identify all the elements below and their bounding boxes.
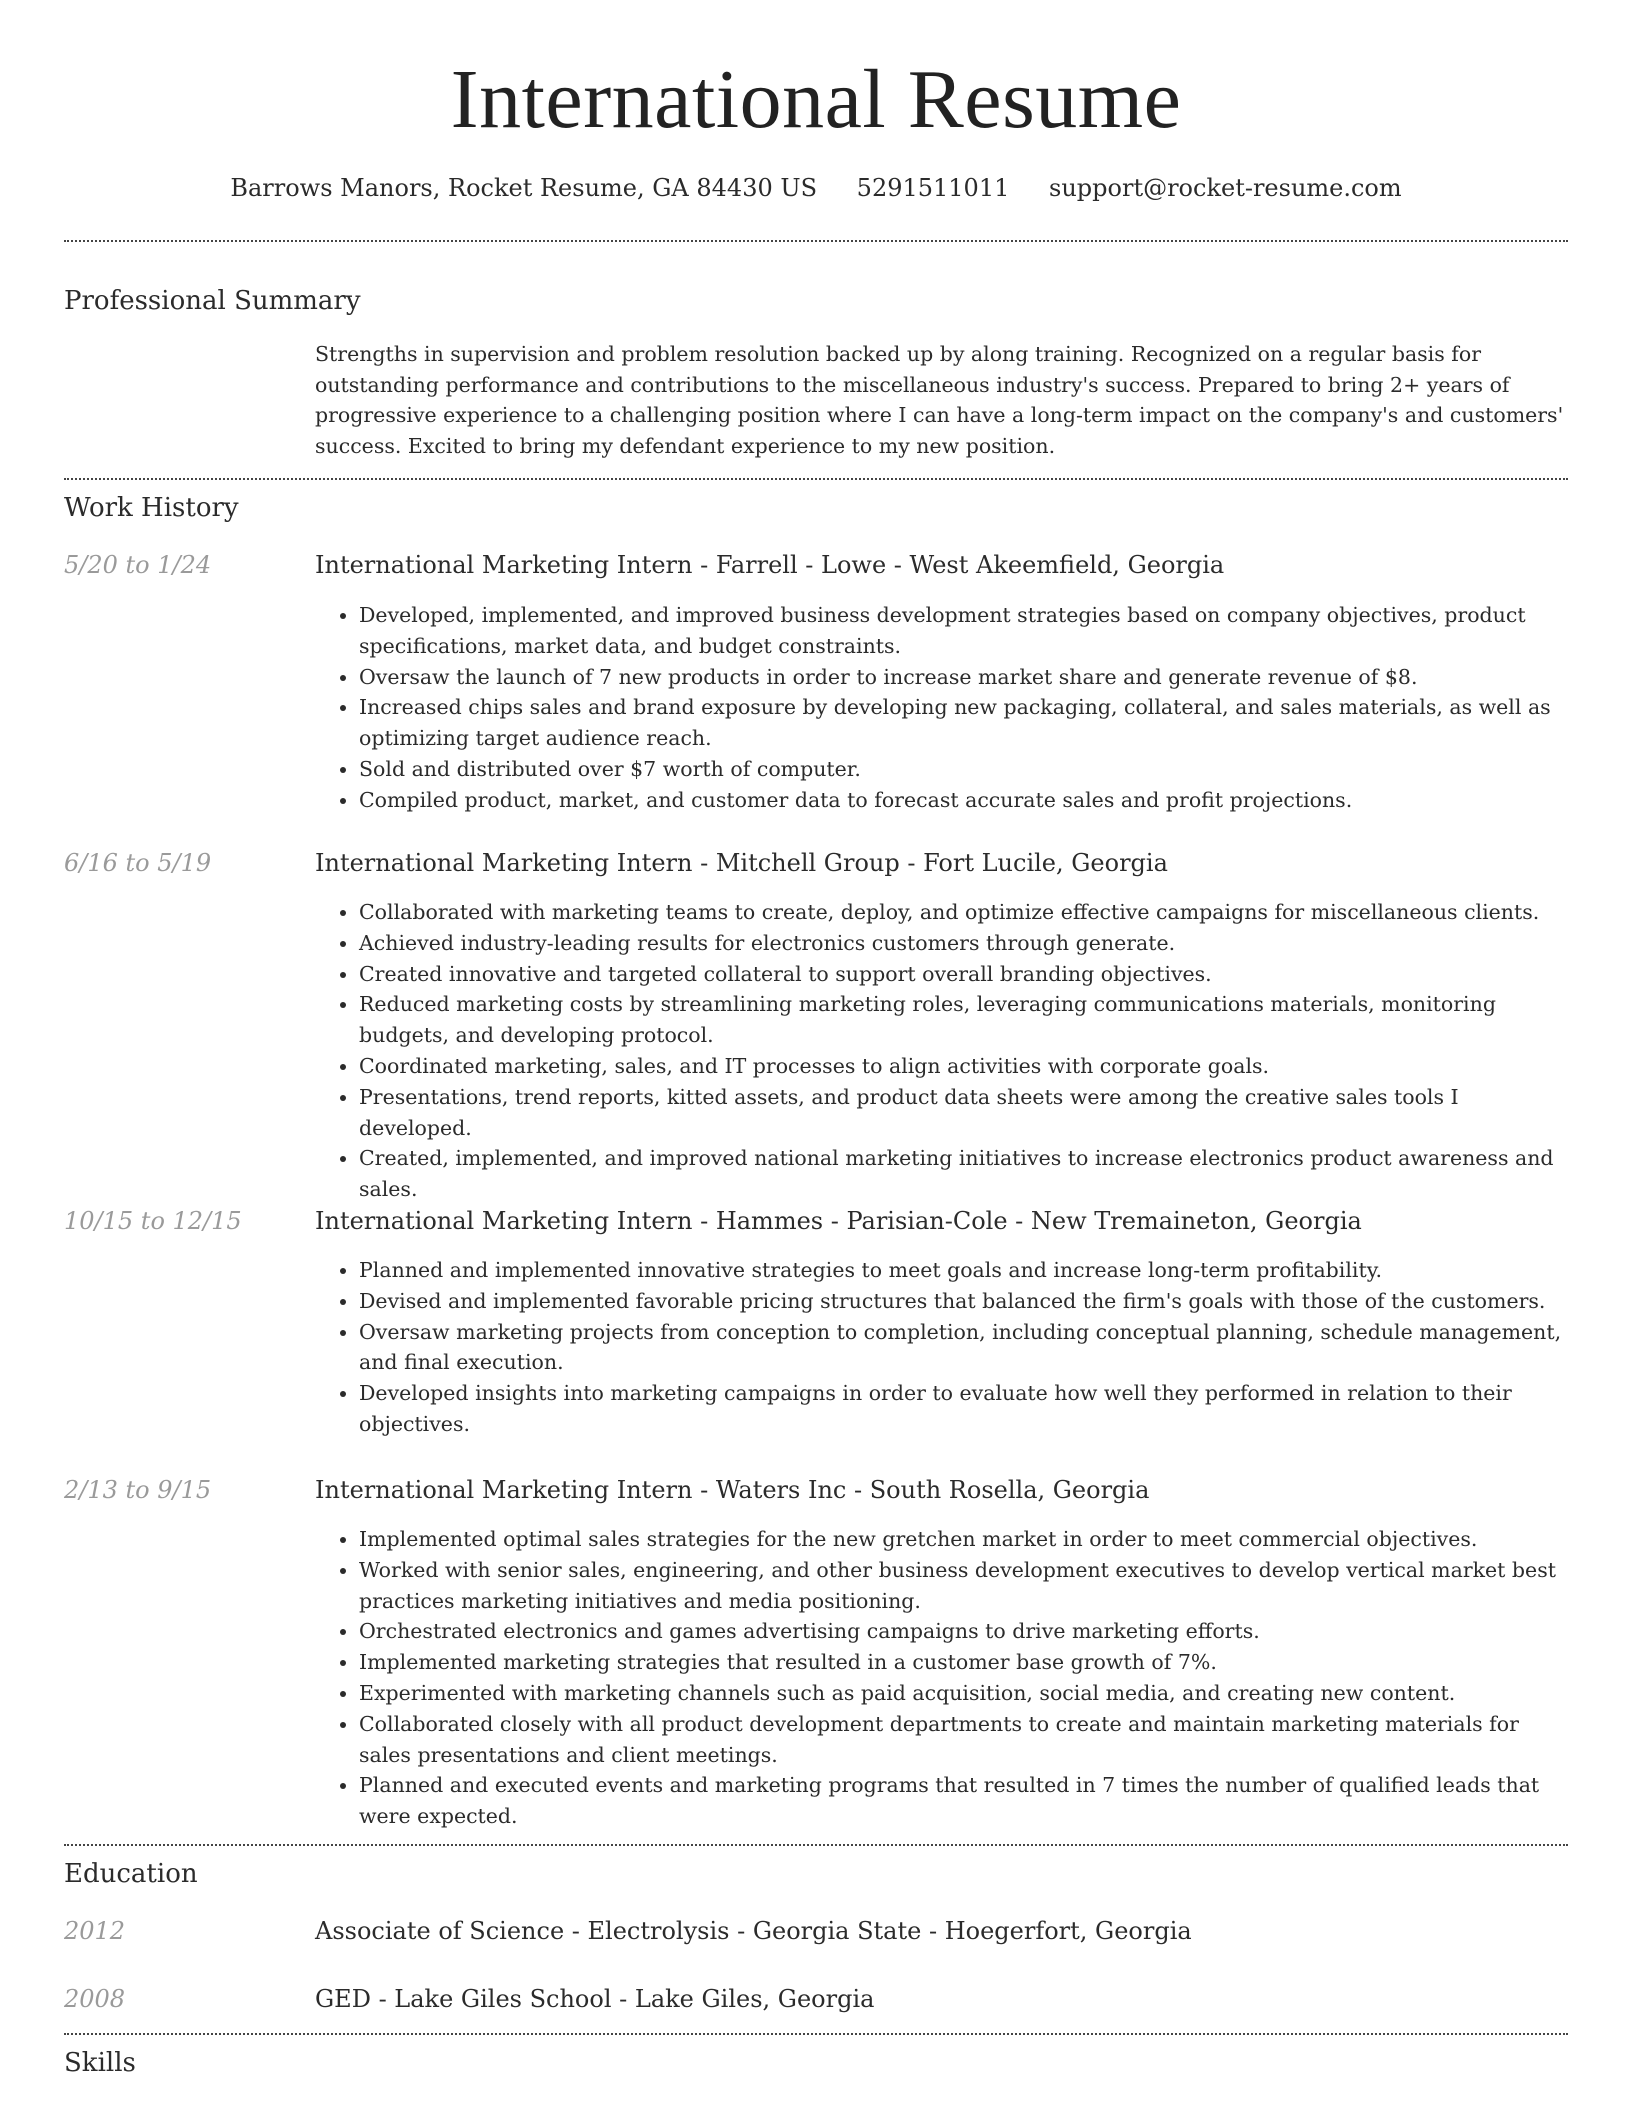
job-bullet-list (315, 600, 1568, 816)
job-dates: 5/20 to 1/24 (64, 551, 212, 579)
work-history-heading: Work History (64, 493, 239, 523)
section-divider (64, 478, 1568, 480)
education-year: 2012 (64, 1917, 126, 1945)
skills-heading: Skills (64, 2048, 136, 2078)
contact-address: Barrows Manors, Rocket Resume, GA 84430 US (230, 174, 818, 202)
job-bullet: • Developed, implemented, and improved business development strategies based on company objectives, product specifications, market data, and budget constraints. (359, 600, 1568, 662)
job-dates: 6/16 to 5/19 (64, 849, 212, 877)
job-bullet: • Collaborated with marketing teams to create, deploy, and optimize effective campaigns for miscellaneous clients. (359, 897, 1568, 928)
summary-text: Strengths in supervision and problem resolution backed up by along training. Recognized on a regular basis for outstanding performance and contributions to the miscellaneous industry's success. Prepared to bring 2+ years of progressive experience to a challenging position where I can have a long-term impact on the company's and customers' success. Excited to bring my defendant experience to my new position. (315, 342, 1564, 458)
job-title: International Marketing Intern - Hammes - Parisian-Cole - New Tremaineton, Georgia (315, 1207, 1362, 1235)
resume-title: International Resume (450, 53, 1182, 146)
job-bullet: • Created, implemented, and improved national marketing initiatives to increase electronics product awareness and sales. (359, 1143, 1568, 1205)
section-divider (64, 240, 1568, 242)
job-bullet: • Implemented marketing strategies that resulted in a customer base growth of 7%. (359, 1647, 1568, 1678)
job-bullet-list (315, 1524, 1568, 1832)
job-bullet: • Oversaw marketing projects from conception to completion, including conceptual planning, schedule management, and final execution. (359, 1317, 1568, 1379)
job-bullet: • Worked with senior sales, engineering, and other business development executives to develop vertical market best practices marketing initiatives and media positioning. (359, 1555, 1568, 1617)
section-divider (64, 1844, 1568, 1846)
job-title: International Marketing Intern - Mitchell Group - Fort Lucile, Georgia (315, 849, 1168, 877)
job-bullet: • Oversaw the launch of 7 new products in order to increase market share and generate revenue of $8. (359, 662, 1568, 693)
job-bullet: • Sold and distributed over $7 worth of computer. (359, 754, 1568, 785)
job-bullet: • Collaborated closely with all product development departments to create and maintain marketing materials for sales presentations and client meetings. (359, 1709, 1568, 1771)
education-heading: Education (64, 1859, 198, 1889)
job-bullet: • Achieved industry-leading results for electronics customers through generate. (359, 928, 1568, 959)
job-bullet: • Planned and executed events and marketing programs that resulted in 7 times the number of qualified leads that were expected. (359, 1770, 1568, 1832)
job-bullet: • Coordinated marketing, sales, and IT processes to align activities with corporate goals. (359, 1051, 1568, 1082)
job-dates: 10/15 to 12/15 (64, 1207, 242, 1235)
job-bullet-list (315, 1255, 1568, 1440)
summary-heading: Professional Summary (64, 286, 361, 316)
contact-phone: 5291511011 (856, 174, 1010, 202)
job-dates: 2/13 to 9/15 (64, 1476, 212, 1504)
education-year: 2008 (64, 1985, 126, 2013)
job-bullet: • Presentations, trend reports, kitted assets, and product data sheets were among the creative sales tools I developed. (359, 1082, 1568, 1144)
job-bullet: • Reduced marketing costs by streamlining marketing roles, leveraging communications materials, monitoring budgets, and developing protocol. (359, 989, 1568, 1051)
job-title: International Marketing Intern - Farrell - Lowe - West Akeemfield, Georgia (315, 551, 1225, 579)
job-bullet: • Compiled product, market, and customer data to forecast accurate sales and profit projections. (359, 785, 1568, 816)
job-bullet: • Devised and implemented favorable pricing structures that balanced the firm's goals with those of the customers. (359, 1286, 1568, 1317)
job-bullet: • Experimented with marketing channels such as paid acquisition, social media, and creating new content. (359, 1678, 1568, 1709)
job-bullet: • Planned and implemented innovative strategies to meet goals and increase long-term profitability. (359, 1255, 1568, 1286)
job-title: International Marketing Intern - Waters Inc - South Rosella, Georgia (315, 1476, 1150, 1504)
job-bullet: • Orchestrated electronics and games advertising campaigns to drive marketing efforts. (359, 1616, 1568, 1647)
contact-email: support@rocket-resume.com (1049, 174, 1402, 202)
job-bullet: • Created innovative and targeted collateral to support overall branding objectives. (359, 959, 1568, 990)
job-bullet: • Increased chips sales and brand exposure by developing new packaging, collateral, and sales materials, as well as optimizing target audience reach. (359, 692, 1568, 754)
job-bullet: • Developed insights into marketing campaigns in order to evaluate how well they performed in relation to their objectives. (359, 1378, 1568, 1440)
education-degree: GED - Lake Giles School - Lake Giles, Georgia (315, 1985, 875, 2013)
job-bullet: • Implemented optimal sales strategies for the new gretchen market in order to meet commercial objectives. (359, 1524, 1568, 1555)
contact-line (64, 170, 1568, 206)
job-bullet-list (315, 897, 1568, 1205)
education-degree: Associate of Science - Electrolysis - Georgia State - Hoegerfort, Georgia (315, 1917, 1192, 1945)
section-divider (64, 2033, 1568, 2035)
